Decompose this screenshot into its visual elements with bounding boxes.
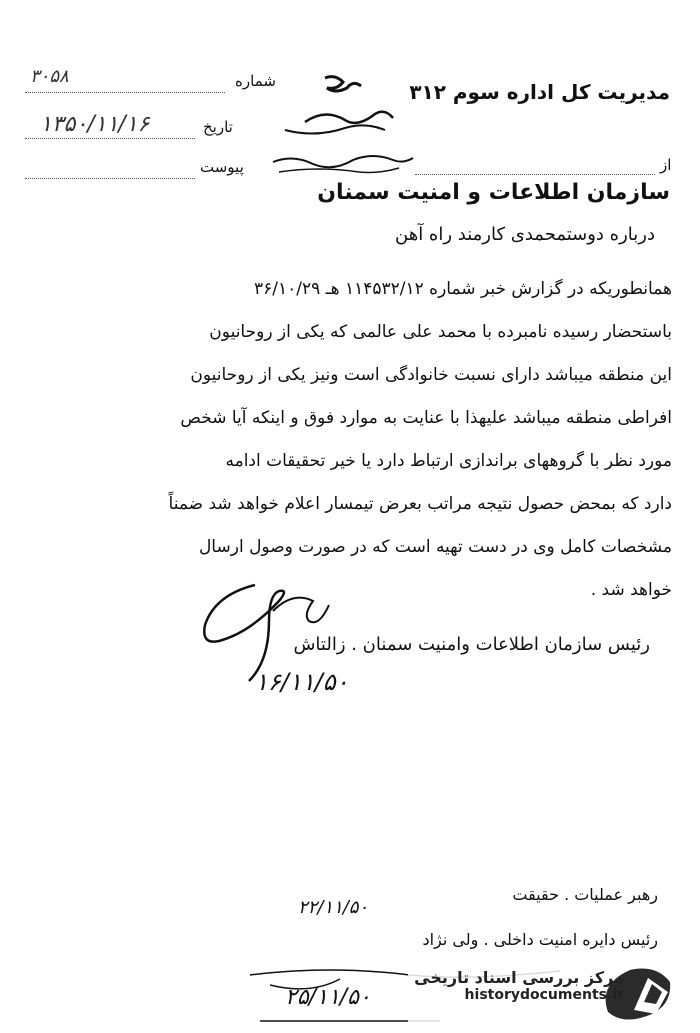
date-dots xyxy=(25,138,195,139)
signature-date: ۱۶/۱۱/۵۰ xyxy=(255,668,349,696)
body-line: خواهد شد . xyxy=(590,580,672,600)
attachment-dots xyxy=(25,178,195,179)
body-line: مورد نظر با گروههای براندازی ارتباط دارد یا خیر تحقیقات ادامه xyxy=(225,451,672,471)
number-dots xyxy=(25,92,225,93)
body-line: این منطقه میباشد دارای نسبت خانوادگی است ونیز یکی از روحانیون xyxy=(190,365,672,385)
body-line: مشخصات کامل وی در دست تهیه است که در صورت وصول ارسال xyxy=(198,537,672,557)
letter-body xyxy=(22,268,672,612)
from-label: از xyxy=(660,156,672,174)
org-handwriting xyxy=(265,72,420,182)
body-line: افراطی منطقه میباشد علیهذا با عنایت به موارد فوق و اینکه آیا شخص xyxy=(180,408,672,428)
date-label: تاریخ xyxy=(203,118,233,136)
watermark-url: historydocuments.ir xyxy=(464,987,624,1003)
number-label: شماره xyxy=(235,72,276,90)
addressee: مدیریت کل اداره سوم ۳۱۲ xyxy=(409,80,670,104)
from-organization: سازمان اطلاعات و امنیت سمنان xyxy=(317,180,670,205)
signer-line: رئیس سازمان اطلاعات وامنیت سمنان . زالتاش xyxy=(293,634,650,655)
body-line: همانطوریکه در گزارش خبر شماره ۱۱۴۵۳۲/۱۲ هـ ۳۶/۱۰/۲۹ xyxy=(253,279,672,299)
watermark-name: مرکز بررسی اسناد تاریخی xyxy=(414,968,624,987)
bottom-date: ۲۵/۱۱/۵۰ xyxy=(285,985,371,1010)
body-line: باستحضار رسیده نامبرده با محمد علی عالمی که یکی از روحانیون xyxy=(209,322,672,342)
routing-operations-date: ۲۲/۱۱/۵۰ xyxy=(298,897,369,918)
from-dots xyxy=(415,174,655,175)
body-line: دارد که بمحض حصول نتیجه مراتب بعرض تیمسار اعلام خواهد شد ضمناً xyxy=(168,494,672,514)
date-value: ۱۳۵۰/۱۱/۱۶ xyxy=(40,112,150,137)
subject-line: درباره دوستمحمدی کارمند راه آهن xyxy=(395,224,655,245)
watermark-text xyxy=(414,968,624,1003)
routing-internal-security-head: رئیس دایره امنیت داخلی . ولی نژاد xyxy=(422,930,658,949)
attachment-label: پیوست xyxy=(200,158,244,176)
number-value: ۳۰۵۸ xyxy=(30,66,69,87)
routing-operations-head: رهبر عملیات . حقیقت xyxy=(512,885,658,904)
